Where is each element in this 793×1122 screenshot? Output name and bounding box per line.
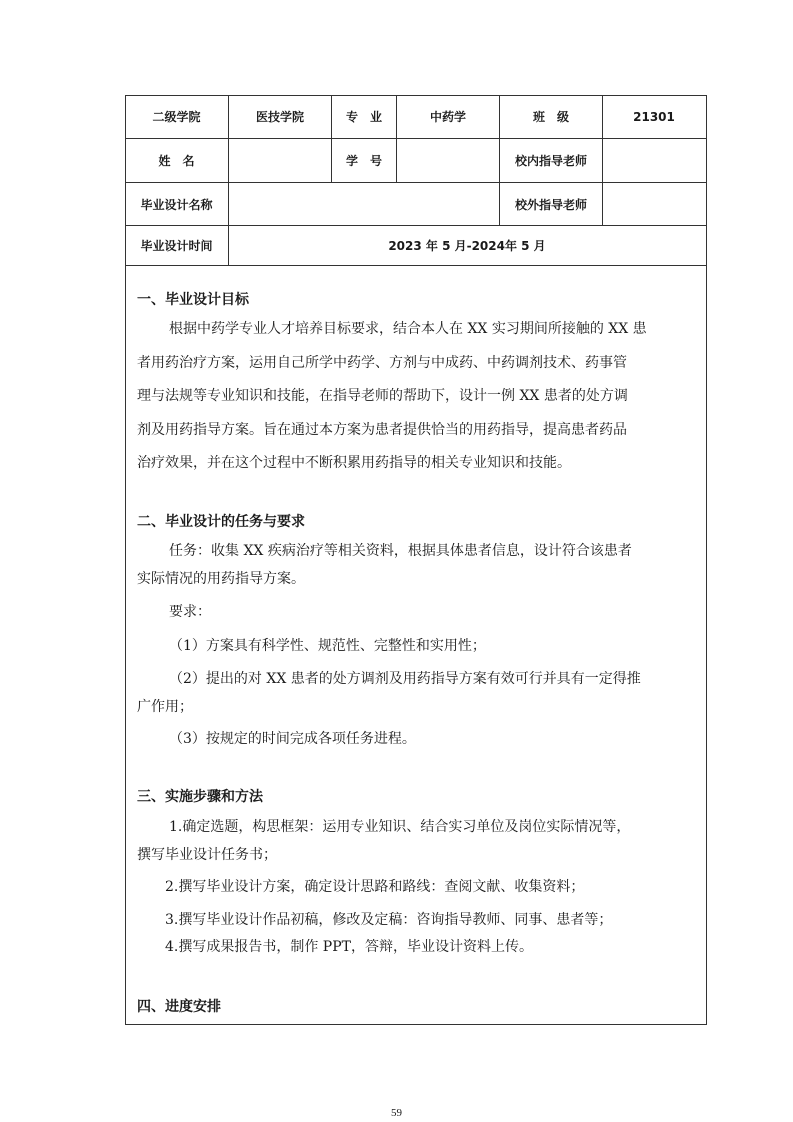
major-value: 中药学 <box>429 110 466 124</box>
step-1: 撰写毕业设计任务书； <box>137 847 277 863</box>
task-sheet <box>125 95 707 1025</box>
task-line: 任务：收集 XX 疾病治疗等相关资料，根据具体患者信息，设计符合该患者 <box>169 543 632 559</box>
section4-heading: 四、进度安排 <box>137 999 221 1015</box>
requirement-3: （3）按规定的时间完成各项任务进程。 <box>169 731 416 747</box>
name-value <box>229 139 331 182</box>
task-line: 实际情况的用药指导方案。 <box>137 571 305 587</box>
external-advisor-value <box>603 183 705 225</box>
design-name-label: 毕业设计名称 <box>140 197 213 212</box>
design-time-value: 2023 年 5 月-2024年 5 月 <box>388 239 546 253</box>
section3-heading: 三、实施步骤和方法 <box>137 789 263 805</box>
college-value: 医技学院 <box>255 110 304 124</box>
requirement-1: （1）方案具有科学性、规范性、完整性和实用性； <box>169 638 486 654</box>
student-id-value <box>397 139 499 182</box>
section1-line: 治疗效果，并在这个过程中不断积累用药指导的相关专业知识和技能。 <box>137 455 571 471</box>
external-advisor-label: 校外指导老师 <box>514 197 587 212</box>
major-label: 专 业 <box>345 110 382 124</box>
requirement-2: （2）提出的对 XX 患者的处方调剂及用药指导方案有效可行并具有一定得推 <box>169 671 641 687</box>
step-1: 1.确定选题，构思框架：运用专业知识、结合实习单位及岗位实际情况等， <box>169 819 631 835</box>
section1-heading: 一、毕业设计目标 <box>137 292 249 308</box>
section1-line: 剂及用药指导方案。旨在通过本方案为患者提供恰当的用药指导，提高患者药品 <box>137 422 627 438</box>
class-value: 21301 <box>633 109 675 124</box>
requirements-label: 要求： <box>169 604 211 620</box>
step-3: 3.撰写毕业设计作品初稿，修改及定稿：咨询指导教师、同事、患者等； <box>165 912 613 928</box>
section1-line: 者用药治疗方案，运用自己所学中药学、方剂与中成药、中药调剂技术、药事管 <box>137 355 627 371</box>
step-2: 2.撰写毕业设计方案，确定设计思路和路线：查阅文献、收集资料； <box>165 879 585 895</box>
row-divider <box>125 265 706 266</box>
class-label: 班 级 <box>532 110 569 124</box>
internal-advisor-value <box>603 139 705 182</box>
name-label: 姓 名 <box>158 154 195 168</box>
design-time-label: 毕业设计时间 <box>140 239 213 253</box>
college-label: 二级学院 <box>152 110 201 124</box>
section1-line: 理与法规等专业知识和技能，在指导老师的帮助下，设计一例 XX 患者的处方调 <box>137 388 628 404</box>
requirement-2: 广作用； <box>137 699 193 715</box>
section2-heading: 二、毕业设计的任务与要求 <box>137 514 305 530</box>
step-4: 4.撰写成果报告书，制作 PPT，答辩，毕业设计资料上传。 <box>165 939 533 955</box>
design-name-value <box>229 183 499 225</box>
internal-advisor-label: 校内指导老师 <box>514 154 587 168</box>
student-id-label: 学 号 <box>345 154 382 168</box>
page-number: 59 <box>391 1107 402 1119</box>
section1-line: 根据中药学专业人才培养目标要求，结合本人在 XX 实习期间所接触的 XX 患 <box>169 321 647 337</box>
